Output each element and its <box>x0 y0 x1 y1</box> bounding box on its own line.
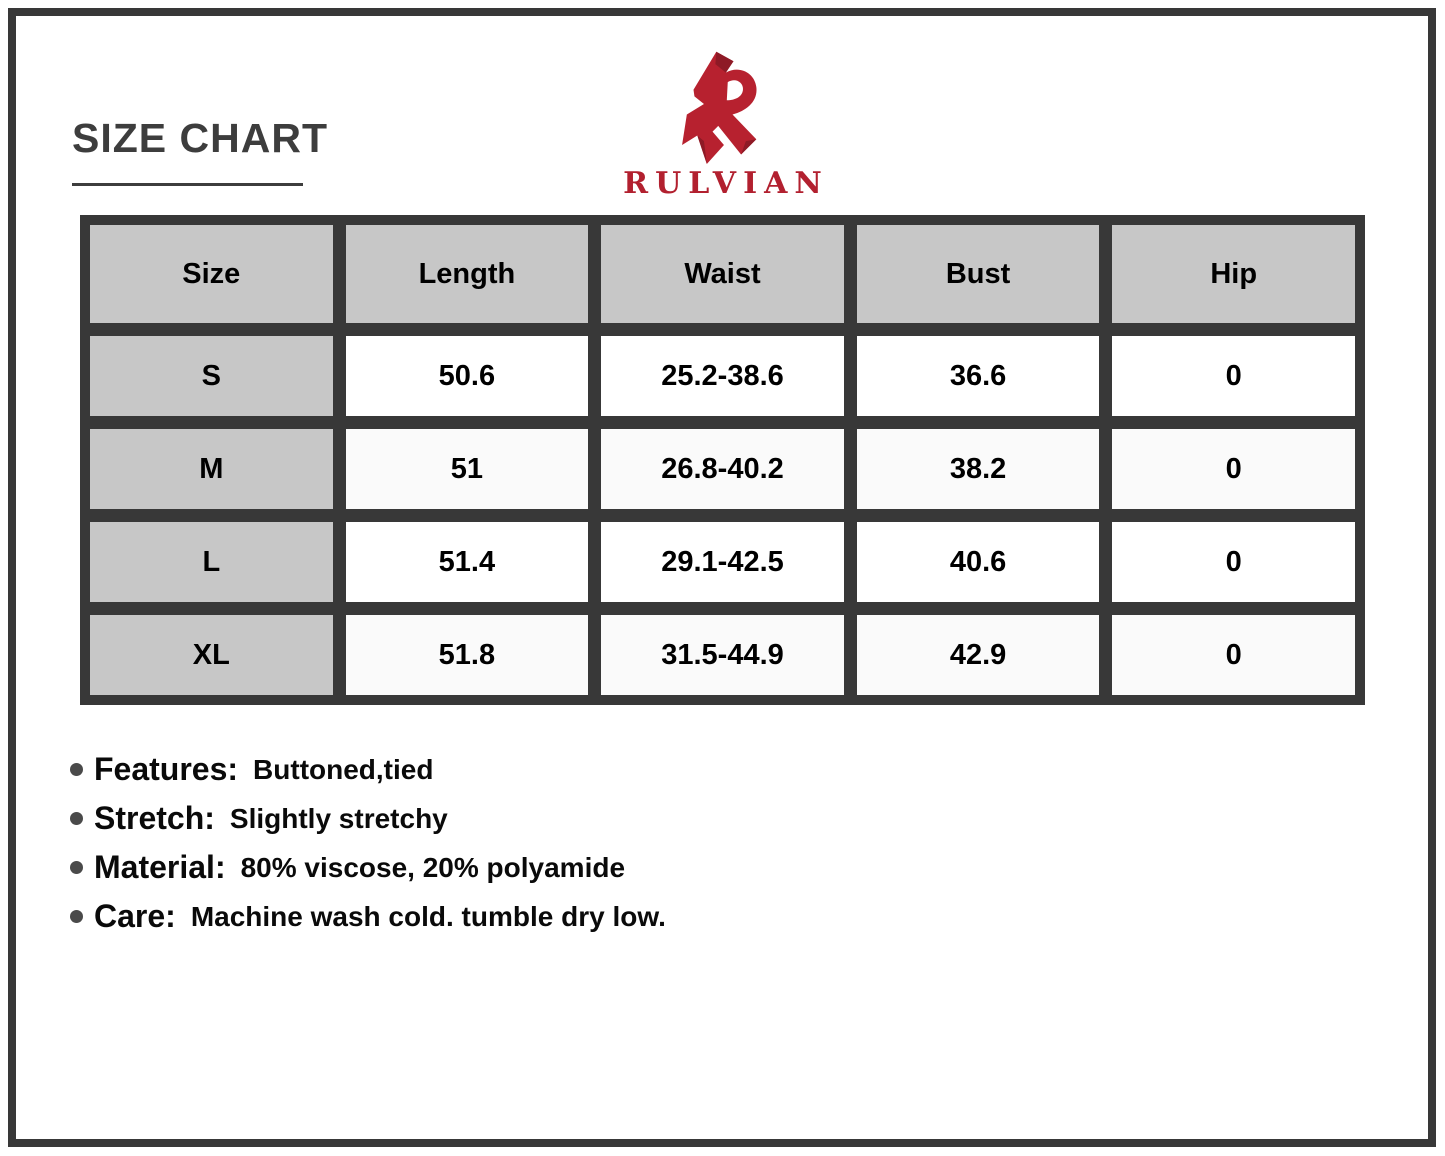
size-cell-xl: XL <box>90 615 333 695</box>
detail-item-material <box>70 843 666 892</box>
size-cell-s: S <box>90 336 333 416</box>
detail-value: Buttoned,tied <box>253 753 434 785</box>
bust-cell-m: 38.2 <box>857 429 1100 509</box>
detail-value: Slightly stretchy <box>229 802 448 834</box>
detail-item-care <box>70 892 666 941</box>
bust-cell-l: 40.6 <box>857 522 1100 602</box>
bust-cell-s: 36.6 <box>857 336 1100 416</box>
brand-wordmark: RULVIAN <box>623 166 829 201</box>
product-details-list <box>70 745 666 941</box>
bullet-dot-icon <box>70 763 83 776</box>
length-cell-s: 50.6 <box>346 336 589 416</box>
detail-label: Care: <box>94 898 176 934</box>
column-header-hip: Hip <box>1112 225 1355 323</box>
detail-label: Features: <box>94 751 239 787</box>
column-header-length: Length <box>346 225 589 323</box>
hip-cell-l: 0 <box>1112 522 1355 602</box>
size-cell-m: M <box>90 429 333 509</box>
length-cell-l: 51.4 <box>346 522 589 602</box>
page-title: SIZE CHART <box>72 115 328 161</box>
column-header-waist: Waist <box>601 225 844 323</box>
bullet-dot-icon <box>70 861 83 874</box>
detail-value: 80% viscose, 20% polyamide <box>240 851 626 883</box>
detail-item-stretch <box>70 794 666 843</box>
hip-cell-xl: 0 <box>1112 615 1355 695</box>
waist-cell-xl: 31.5-44.9 <box>601 615 844 695</box>
waist-cell-m: 26.8-40.2 <box>601 429 844 509</box>
detail-value: Machine wash cold. tumble dry low. <box>190 900 666 932</box>
bullet-dot-icon <box>70 910 83 923</box>
detail-label: Stretch: <box>94 800 215 836</box>
column-header-size: Size <box>90 225 333 323</box>
size-table <box>80 215 1365 705</box>
column-header-bust: Bust <box>857 225 1100 323</box>
hip-cell-s: 0 <box>1112 336 1355 416</box>
hip-cell-m: 0 <box>1112 429 1355 509</box>
detail-label: Material: <box>94 849 226 885</box>
waist-cell-l: 29.1-42.5 <box>601 522 844 602</box>
detail-item-features <box>70 745 666 794</box>
bust-cell-xl: 42.9 <box>857 615 1100 695</box>
size-cell-l: L <box>90 522 333 602</box>
bullet-dot-icon <box>70 812 83 825</box>
length-cell-m: 51 <box>346 429 589 509</box>
waist-cell-s: 25.2-38.6 <box>601 336 844 416</box>
rulvian-r-logo-icon <box>670 46 776 164</box>
length-cell-xl: 51.8 <box>346 615 589 695</box>
rulvian-logo <box>0 46 1445 201</box>
